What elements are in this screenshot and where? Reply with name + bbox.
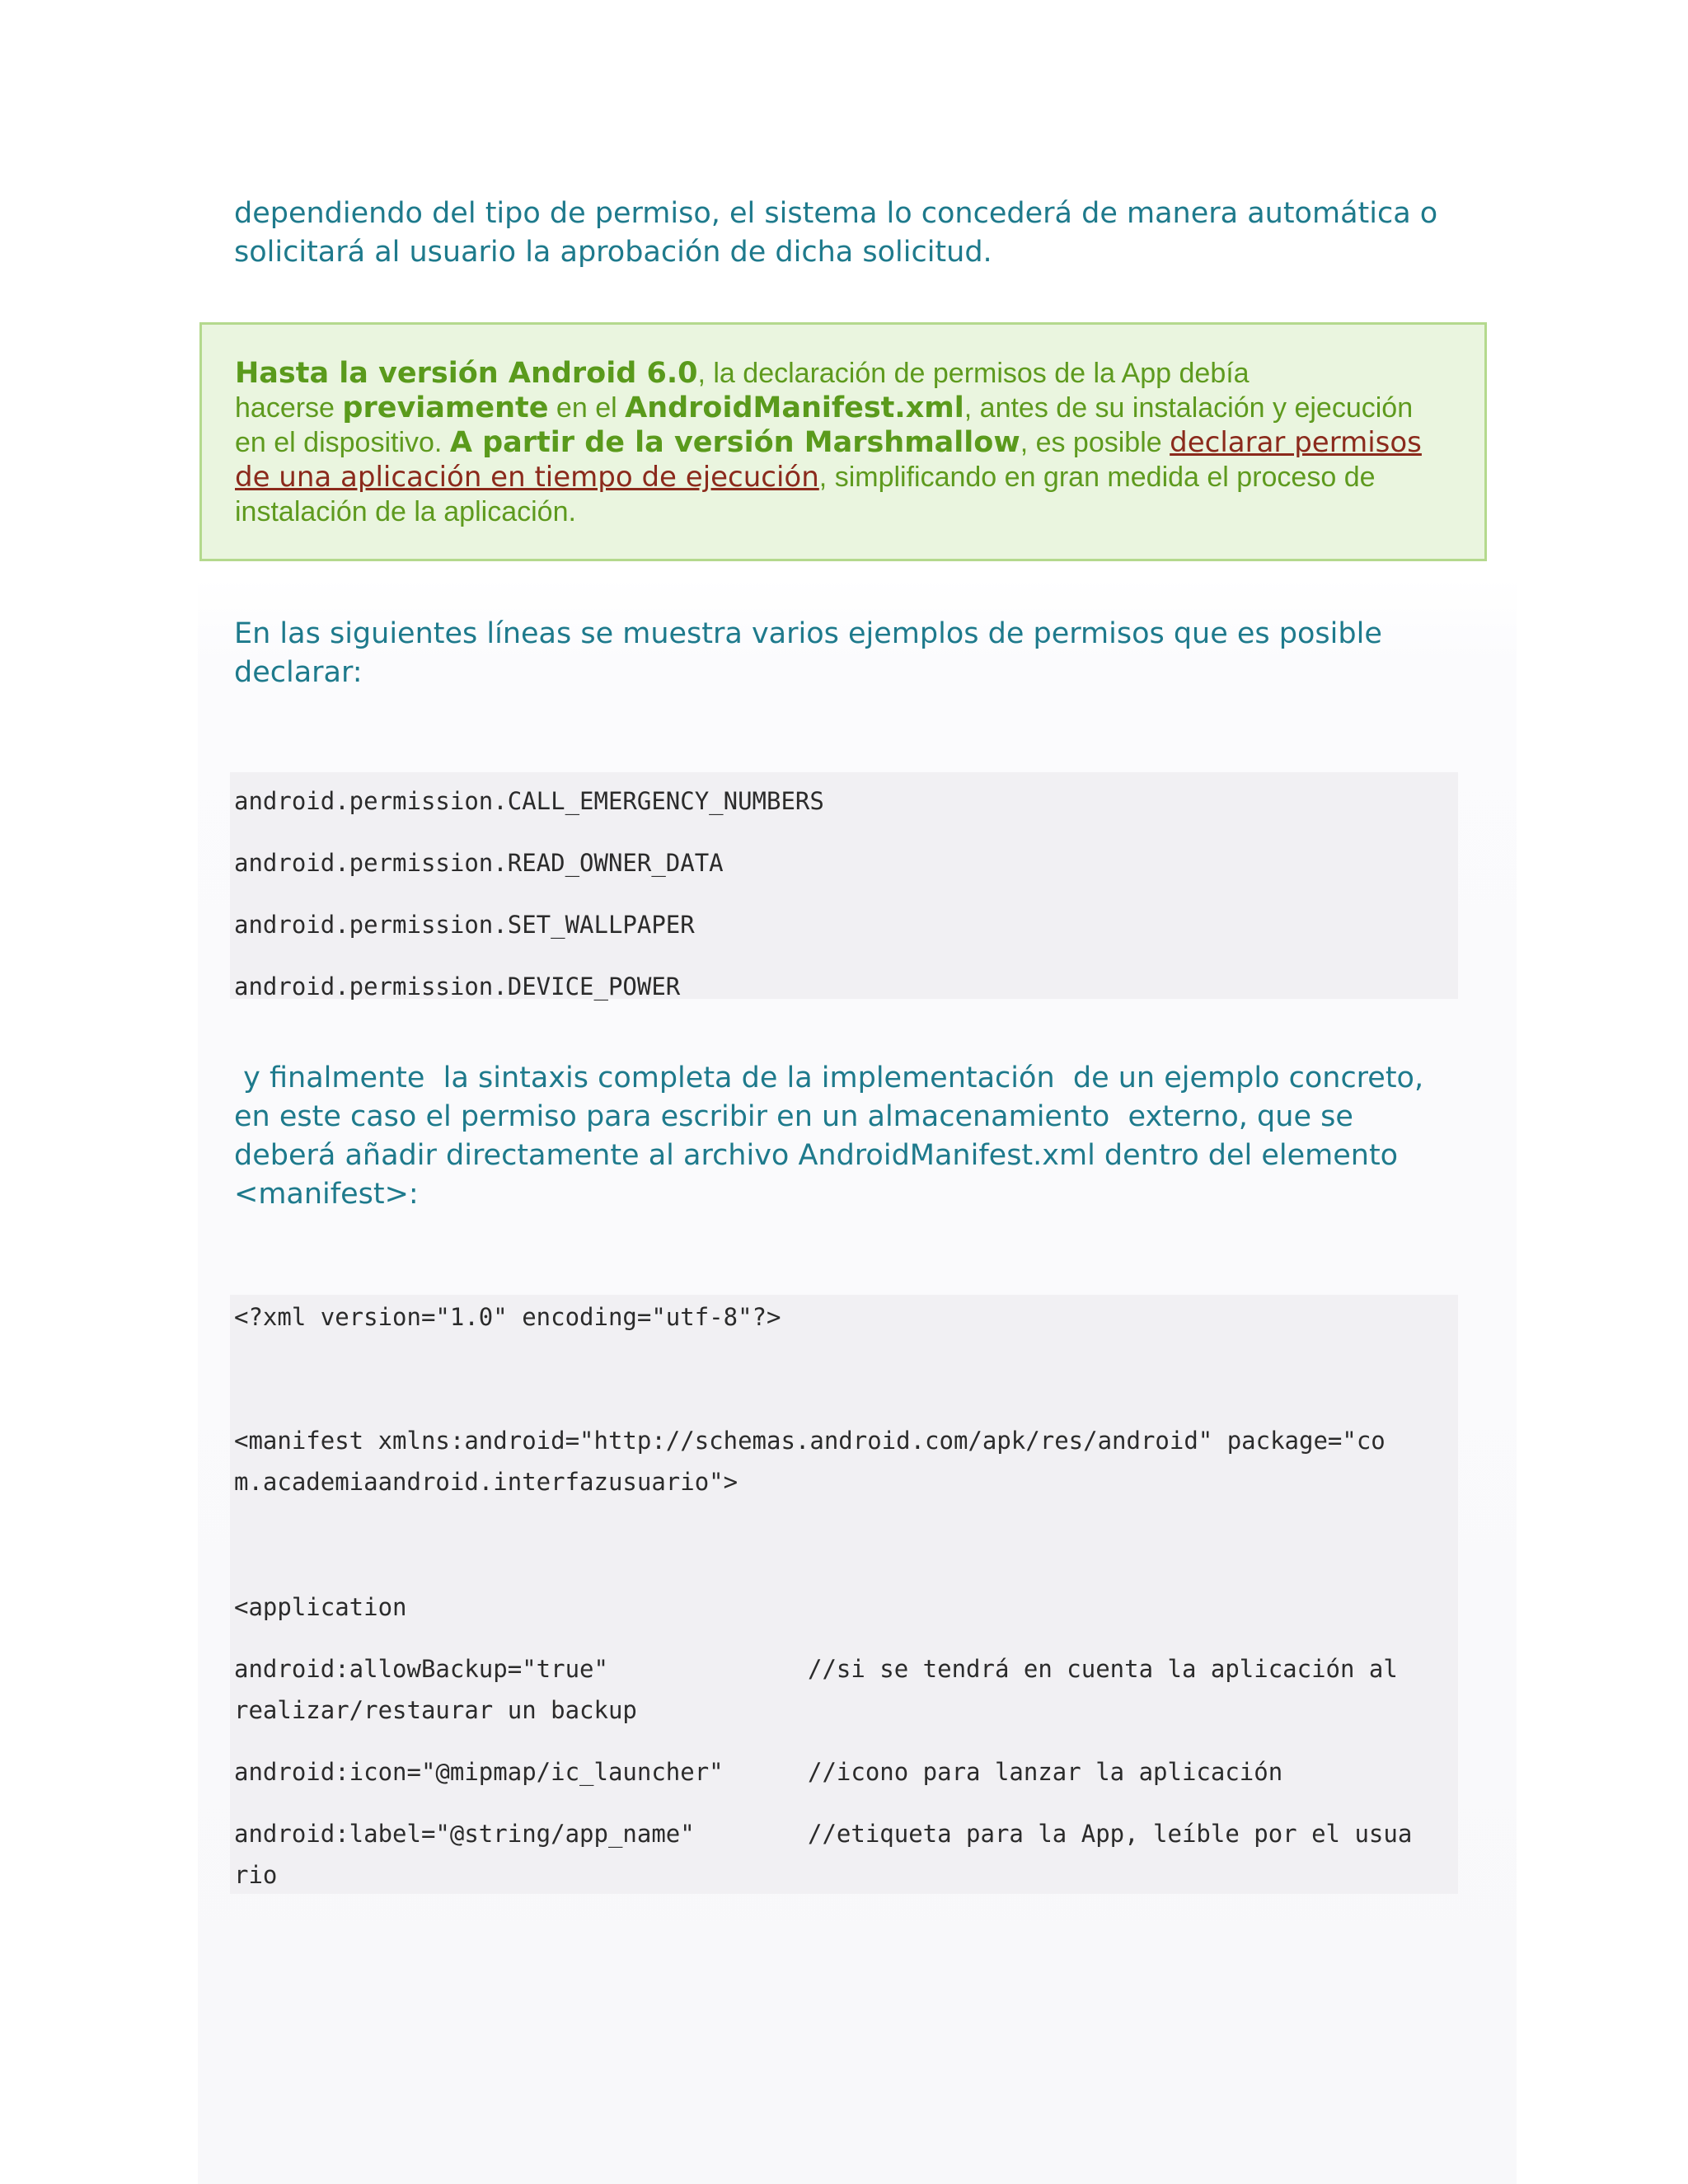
version-note-text [235, 356, 1471, 529]
allow-backup-attr: android:allowBackup="true" [234, 1655, 608, 1683]
note-text: en el [548, 392, 626, 424]
manifest-code-block [230, 1295, 1458, 1894]
final-line: y finalmente la sintaxis completa de la implementación de un ejemplo concreto, [234, 1062, 1424, 1094]
label-comment: //etiqueta para la App, leíble por el usua [808, 1820, 1413, 1848]
version-note-box [199, 322, 1487, 561]
note-text: , es posible [1020, 427, 1170, 458]
runtime-permissions-link[interactable]: de una aplicación en tiempo de ejecución [235, 461, 819, 494]
permissions-code-block [230, 772, 1458, 999]
examples-line: declarar: [234, 656, 363, 689]
note-text: , antes de su instalación y ejecución [964, 392, 1414, 424]
permission-line: android.permission.DEVICE_POWER [234, 972, 681, 1001]
runtime-permissions-link[interactable]: declarar permisos [1170, 426, 1422, 459]
note-bold: A partir de la versión Marshmallow [449, 426, 1020, 459]
note-text: en el dispositivo. [235, 427, 450, 458]
note-text: hacerse [235, 392, 343, 424]
intro-line: dependiendo del tipo de permiso, el sistema lo concederá de manera automática o [234, 197, 1438, 230]
manifest-line: <manifest xmlns:android="http://schemas.android.com/apk/res/android" package="co [234, 1427, 1386, 1455]
note-bold: previamente [342, 391, 549, 424]
allow-backup-comment: //si se tendrá en cuenta la aplicación al [808, 1655, 1398, 1683]
final-line: en este caso el permiso para escribir en un almacenamiento externo, que se [234, 1100, 1353, 1133]
note-text: instalación de la aplicación. [235, 496, 576, 527]
icon-attr: android:icon="@mipmap/ic_launcher" [234, 1758, 724, 1786]
icon-comment: //icono para lanzar la aplicación [808, 1758, 1283, 1786]
examples-paragraph [234, 615, 1454, 692]
label-comment-cont: rio [234, 1861, 278, 1889]
final-line: deberá añadir directamente al archivo AndroidManifest.xml dentro del elemento [234, 1139, 1399, 1172]
manifest-line: m.academiaandroid.interfazusuario"> [234, 1468, 738, 1496]
note-bold: Hasta la versión Android 6.0 [235, 357, 698, 390]
intro-line: solicitará al usuario la aprobación de dicha solicitud. [234, 236, 992, 269]
note-text: , simplificando en gran medida el proceso de [818, 462, 1376, 493]
application-line: <application [234, 1593, 407, 1621]
label-attr: android:label="@string/app_name" [234, 1820, 695, 1848]
final-paragraph [234, 1059, 1454, 1214]
note-text: , la declaración de permisos de la App debía [697, 358, 1250, 389]
final-line: <manifest>: [234, 1178, 419, 1211]
permission-line: android.permission.READ_OWNER_DATA [234, 849, 724, 877]
examples-line: En las siguientes líneas se muestra varios ejemplos de permisos que es posible [234, 617, 1382, 650]
permission-line: android.permission.CALL_EMERGENCY_NUMBERS [234, 787, 824, 815]
note-bold: AndroidManifest.xml [625, 391, 964, 424]
intro-paragraph [234, 194, 1454, 272]
allow-backup-comment-cont: realizar/restaurar un backup [234, 1696, 637, 1724]
xml-declaration: <?xml version="1.0" encoding="utf-8"?> [234, 1303, 781, 1331]
permission-line: android.permission.SET_WALLPAPER [234, 911, 695, 939]
